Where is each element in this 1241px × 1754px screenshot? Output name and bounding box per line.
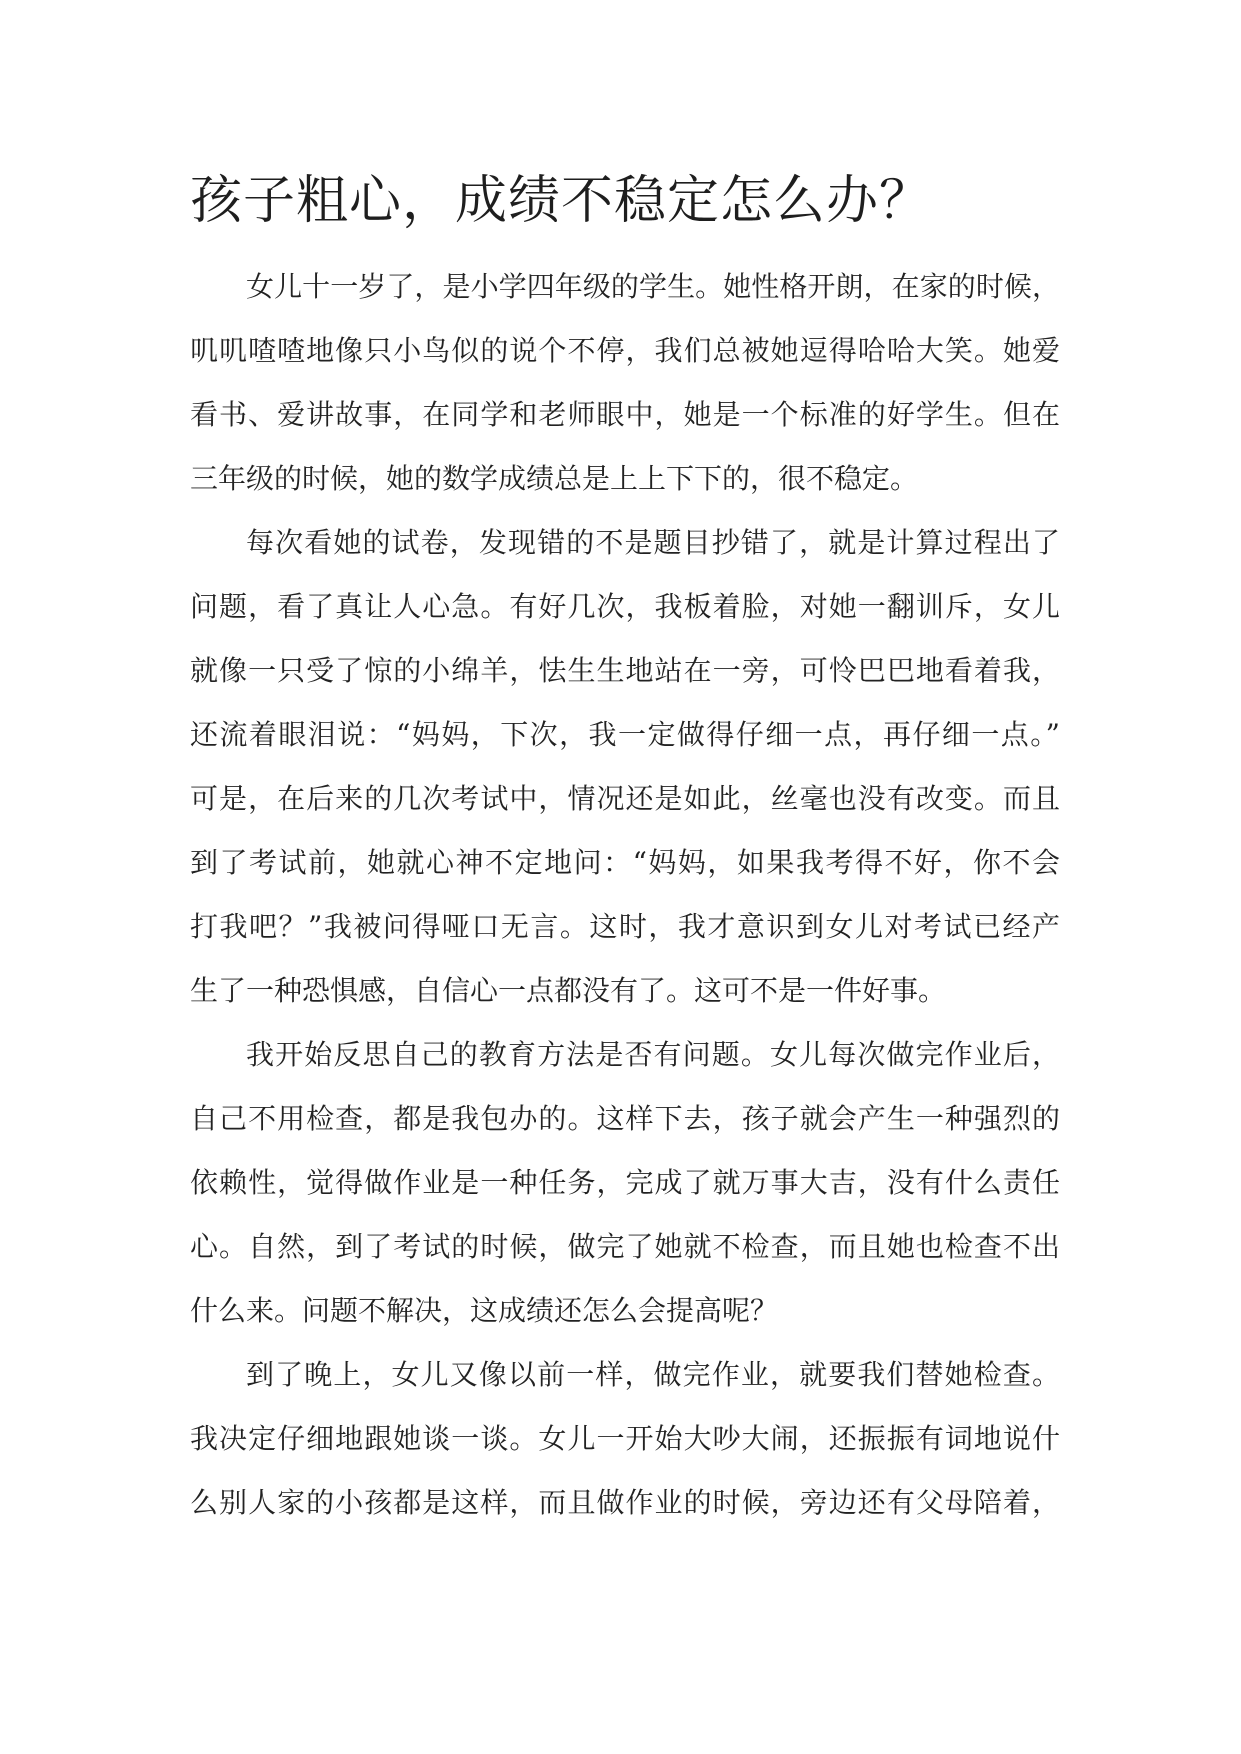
text-line: 自己不用检查，都是我包办的。这样下去，孩子就会产生一种强烈的 <box>190 1102 1060 1135</box>
text-line: 我决定仔细地跟她谈一谈。女儿一开始大吵大闹，还振振有词地说什 <box>190 1422 1060 1455</box>
text-line: 看书、爱讲故事，在同学和老师眼中，她是一个标准的好学生。但在 <box>190 398 1060 431</box>
text-line: 可是，在后来的几次考试中，情况还是如此，丝毫也没有改变。而且 <box>190 782 1060 815</box>
text-line: 叽叽喳喳地像只小鸟似的说个不停，我们总被她逗得哈哈大笑。她爱 <box>190 334 1060 367</box>
text-line: 还流着眼泪说：“妈妈，下次，我一定做得仔细一点，再仔细一点。” <box>190 718 1060 751</box>
text-line: 女儿十一岁了，是小学四年级的学生。她性格开朗，在家的时候， <box>246 270 1060 303</box>
text-line: 到了晚上，女儿又像以前一样，做完作业，就要我们替她检查。 <box>246 1358 1060 1391</box>
text-line: 依赖性，觉得做作业是一种任务，完成了就万事大吉，没有什么责任 <box>190 1166 1060 1199</box>
text-line: 就像一只受了惊的小绵羊，怯生生地站在一旁，可怜巴巴地看着我， <box>190 654 1060 687</box>
document-title: 孩子粗心，成绩不稳定怎么办？ <box>190 171 933 231</box>
document-body <box>190 255 1060 1535</box>
text-line: 么别人家的小孩都是这样，而且做作业的时候，旁边还有父母陪着， <box>190 1486 1060 1519</box>
text-line: 我开始反思自己的教育方法是否有问题。女儿每次做完作业后， <box>246 1038 1060 1071</box>
text-line: 什么来。问题不解决，这成绩还怎么会提高呢？ <box>190 1294 779 1327</box>
text-line: 到了考试前，她就心神不定地问：“妈妈，如果我考得不好，你不会 <box>190 846 1060 879</box>
text-line: 心。自然，到了考试的时候，做完了她就不检查，而且她也检查不出 <box>190 1230 1060 1263</box>
text-line: 生了一种恐惧感，自信心一点都没有了。这可不是一件好事。 <box>190 974 947 1007</box>
text-line: 三年级的时候，她的数学成绩总是上上下下的，很不稳定。 <box>190 462 919 495</box>
text-line: 每次看她的试卷，发现错的不是题目抄错了，就是计算过程出了 <box>246 526 1060 559</box>
text-line: 打我吧？”我被问得哑口无言。这时，我才意识到女儿对考试已经产 <box>190 910 1060 943</box>
text-line: 问题，看了真让人心急。有好几次，我板着脸，对她一翻训斥，女儿 <box>190 590 1060 623</box>
